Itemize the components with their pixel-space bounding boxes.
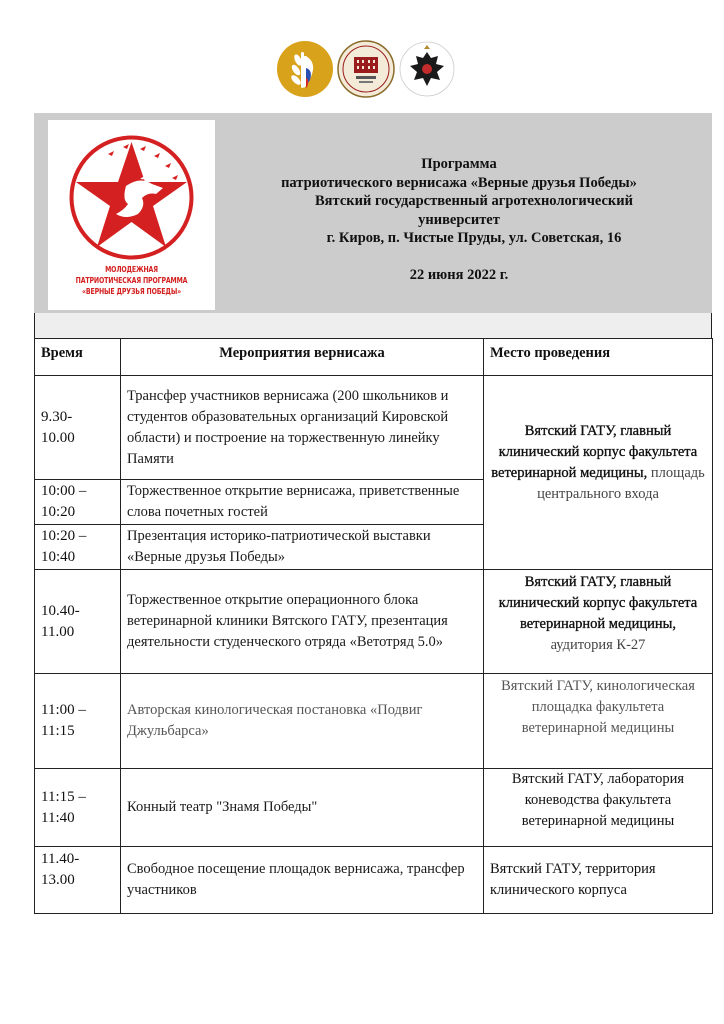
place-bold-text: Вятский ГАТУ, главный клинический корпус факультета ветеринарной медицины, — [498, 574, 698, 632]
time-cell: 9.30- 10.00 — [35, 376, 121, 480]
time-cell: 10:20 – 10:40 — [35, 525, 121, 570]
time-cell: 11:00 – 11:15 — [35, 674, 121, 769]
program-header — [34, 113, 712, 313]
logo-caption — [66, 264, 196, 297]
event-cell: Презентация историко-патриотической выставки «Верные друзья Победы» — [121, 525, 484, 570]
place-cell: Вятский ГАТУ, лаборатория коневодства факультета ветеринарной медицины — [484, 769, 713, 847]
logo-caption-line: ПАТРИОТИЧЕСКАЯ ПРОГРАММА — [75, 276, 188, 285]
title-line: патриотического вернисажа «Верные друзья Победы» — [281, 174, 637, 191]
place-bold-text: Вятский ГАТУ, главный клинический корпус факультета ветеринарной медицины, — [491, 422, 698, 481]
place-detail-text: аудитория К-27 — [550, 637, 646, 653]
logo-caption-line: МОЛОДЕЖНАЯ — [105, 265, 158, 274]
ministry-agriculture-logo-icon — [276, 40, 334, 98]
time-cell: 11.40- 13.00 — [35, 847, 121, 914]
event-cell: Трансфер участников вернисажа (200 школьников и студентов образовательных организаций Кировской области) и построение на торжественную линейку Памяти — [121, 376, 484, 480]
time-cell: 10.40- 11.00 — [35, 570, 121, 674]
table-row — [35, 570, 713, 674]
column-header-events: Мероприятия вернисажа — [121, 339, 484, 376]
event-cell: Свободное посещение площадок вернисажа, трансфер участников — [121, 847, 484, 914]
title-line: Вятский государственный агротехнологический — [315, 193, 633, 209]
title-line: Программа — [421, 156, 497, 172]
place-cell — [484, 570, 713, 674]
logo-caption-line: «ВЕРНЫЕ ДРУЗЬЯ ПОБЕДЫ» — [81, 287, 182, 296]
program-title — [249, 155, 669, 284]
title-line: г. Киров, п. Чистые Пруды, ул. Советская, 16 — [326, 230, 622, 246]
table-row — [35, 769, 713, 847]
table-row — [35, 376, 713, 480]
event-cell: Конный театр "Знамя Победы" — [121, 769, 484, 847]
place-cell: Вятский ГАТУ, кинологическая площадка факультета ветеринарной медицины — [484, 674, 713, 769]
table-header-row — [35, 339, 713, 376]
red-star-dog-logo-icon — [68, 134, 195, 261]
event-cell: Торжественное открытие вернисажа, приветственные слова почетных гостей — [121, 480, 484, 525]
table-row — [35, 847, 713, 914]
partner-logos — [276, 40, 456, 98]
place-cell: Вятский ГАТУ, территория клинического корпуса — [484, 847, 713, 914]
time-cell: 10:00 – 10:20 — [35, 480, 121, 525]
program-table — [34, 338, 713, 914]
program-logo — [48, 120, 215, 310]
event-date: 22 июня 2022 г. — [409, 266, 509, 283]
place-cell — [484, 376, 713, 570]
column-header-time: Время — [35, 339, 121, 376]
event-cell: Авторская кинологическая постановка «Подвиг Джульбарса» — [121, 674, 484, 769]
time-cell: 11:15 – 11:40 — [35, 769, 121, 847]
column-header-place: Место проведения — [484, 339, 713, 376]
vyatka-gatu-seal-icon — [337, 40, 395, 98]
event-cell: Торжественное открытие операционного блока ветеринарной клиники Вятского ГАТУ, презентация деятельности студенческого отряда «Ветотряд 5.0» — [121, 570, 484, 674]
military-historical-society-emblem-icon — [398, 40, 456, 98]
place-detail-text: площадь центрального входа — [537, 464, 705, 502]
table-top-strip — [34, 313, 712, 338]
title-line: университет — [418, 211, 500, 228]
table-row — [35, 674, 713, 769]
